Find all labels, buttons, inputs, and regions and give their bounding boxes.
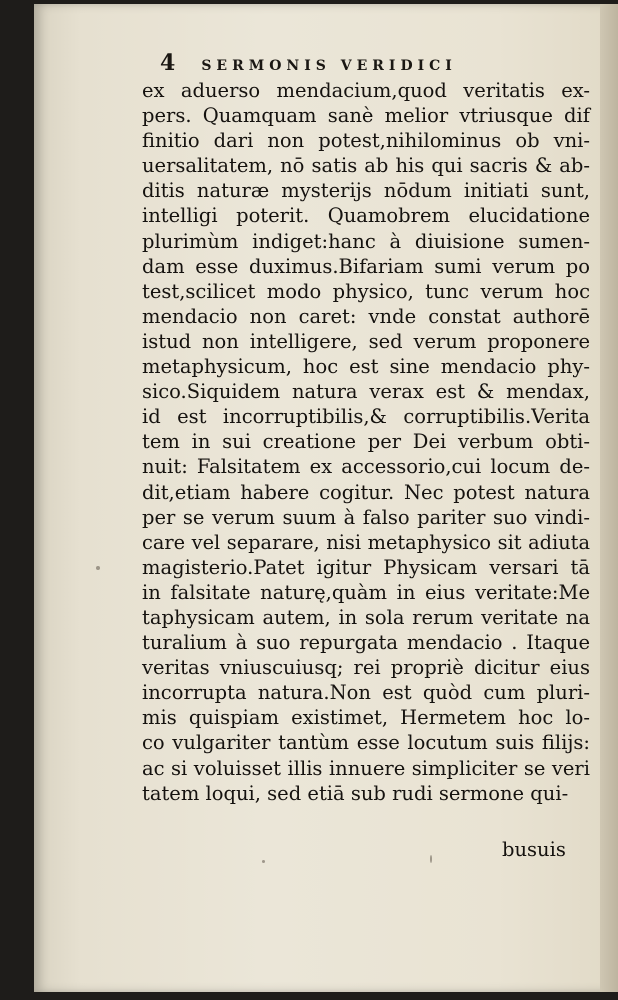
page-edge [600,4,618,992]
running-head: SERMONIS VERIDICI [201,58,457,74]
text-line: mis quispiam existimet, Hermetem hoc lo- [142,706,590,730]
body-text [142,78,590,806]
text-line: nuit: Falsitatem ex accessorio,cui locum de- [142,455,590,479]
text-line: dam esse duximus.Bifariam sumi verum po [142,254,590,278]
text-line: test,scilicet modo physico, tunc verum hoc [142,279,590,303]
text-line: in falsitate naturę,quàm in eius veritate:Me [142,580,590,604]
text-line: uersalitatem, nō satis ab his qui sacris & ab- [142,154,590,178]
text-line: veritas vniuscuiusq; rei propriè dicitur eius [142,656,590,680]
text-line: intelligi poterit. Quamobrem elucidatione [142,204,590,228]
text-line: dit,etiam habere cogitur. Nec potest natura [142,480,590,504]
text-line: mendacio non caret: vnde constat authorē [142,304,590,328]
text-line: turalium à suo repurgata mendacio . Itaque [142,631,590,655]
paper-speck [96,566,100,570]
text-line: tem in sui creatione per Dei verbum obti- [142,430,590,454]
text-line: care vel separare, nisi metaphysico sit adiuta [142,530,590,554]
text-line: magisterio.Patet igitur Physicam versari tā [142,555,590,579]
text-line: id est incorruptibilis,& corruptibilis.Verita [142,405,590,429]
text-line: ac si voluisset illis innuere simpliciter se veri [142,756,590,780]
text-line: incorrupta natura.Non est quòd cum pluri- [142,681,590,705]
paper-speck [430,855,432,863]
text-line: plurimùm indiget:hanc à diuisione sumen- [142,229,590,253]
catchword: busuis [502,838,566,861]
paper-speck [262,860,265,863]
page-header [160,50,457,76]
text-line: pers. Quamquam sanè melior vtriusque dif [142,104,590,128]
text-line: metaphysicum, hoc est sine mendacio phy- [142,355,590,379]
text-line: finitio dari non potest,nihilominus ob vni- [142,129,590,153]
text-line: co vulgariter tantùm esse locutum suis filijs: [142,731,590,755]
text-line: sico.Siquidem natura verax est & mendax, [142,380,590,404]
text-line: taphysicam autem, in sola rerum veritate na [142,605,590,629]
text-line: ditis naturæ mysterijs nōdum initiati sunt, [142,179,590,203]
text-line: ex aduerso mendacium,quod veritatis ex- [142,79,590,102]
text-line: per se verum suum à falso pariter suo vindi- [142,505,590,529]
page-number: 4 [160,50,176,76]
text-line: tatem loqui, sed etiā sub rudi sermone qui- [142,781,569,805]
text-line: istud non intelligere, sed verum proponere [142,329,590,353]
